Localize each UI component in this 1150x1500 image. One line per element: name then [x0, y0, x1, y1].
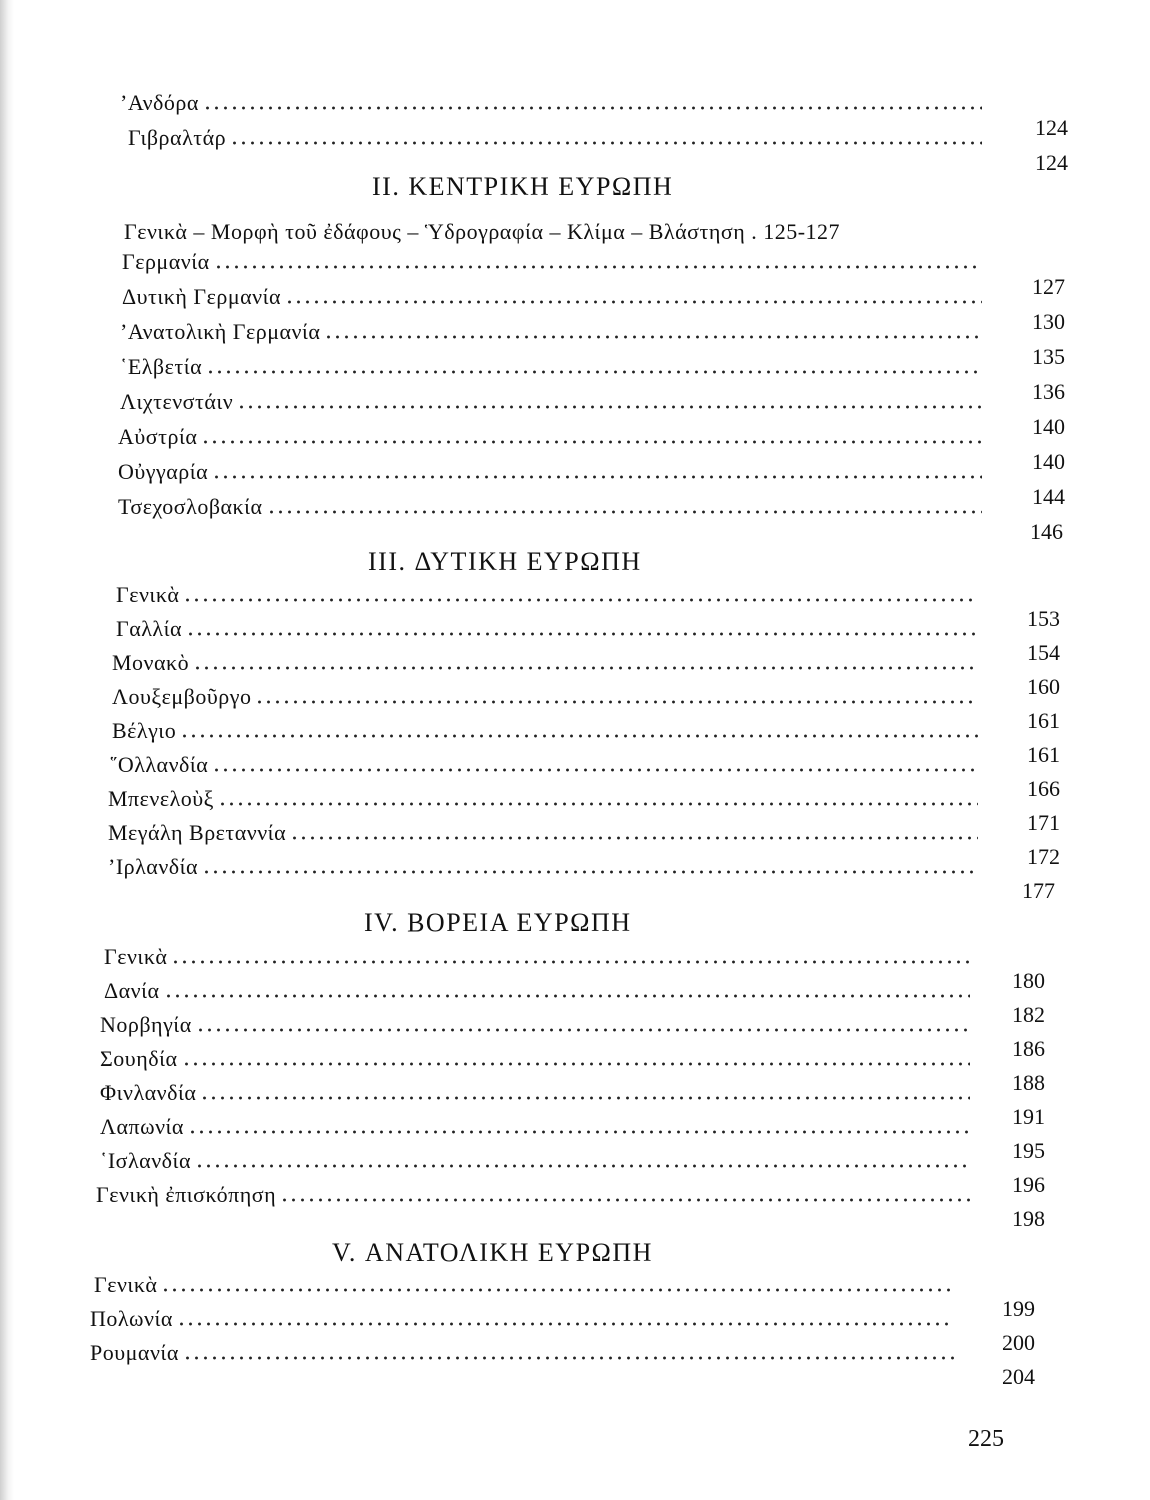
page-edge-shadow: [0, 0, 14, 1500]
toc-entry: Λιχτενστάιν: [120, 385, 982, 415]
page-ref: 124: [1035, 115, 1068, 140]
toc-intro-entry: Γενικὰ – Μορφὴ τοῦ ἐδάφους – Ὑδρογραφία – Κλίμα – Βλάστηση . 125-127: [124, 219, 841, 244]
page-ref: 146: [1030, 519, 1063, 544]
toc-entry: ῾Ελβετία: [120, 350, 982, 380]
page-ref: 160: [1027, 674, 1060, 699]
leader-dots: [212, 458, 982, 480]
toc-entry: Γερμανία: [122, 245, 982, 275]
leader-dots: [200, 1079, 970, 1101]
leader-dots: [324, 318, 982, 340]
leader-dots: [255, 683, 978, 705]
section-heading: IV. ΒΟΡΕΙΑ ΕΥΡΩΠΗ: [364, 908, 632, 937]
page-ref: 182: [1012, 1002, 1045, 1027]
leader-dots: [161, 1271, 954, 1293]
toc-entry: ’Ιρλανδία: [108, 850, 978, 880]
leader-dots: [290, 819, 978, 841]
toc-entry: Νορβηγία: [100, 1008, 970, 1038]
page-ref: 172: [1027, 844, 1060, 869]
leader-dots: [203, 89, 982, 111]
section-heading: V. ΑΝΑΤΟΛΙΚΗ ΕΥΡΩΠΗ: [332, 1238, 653, 1267]
page-ref: 186: [1012, 1036, 1045, 1061]
toc-entry: Μονακὸ: [112, 646, 978, 676]
toc-entry: Γενικὰ: [94, 1268, 954, 1298]
toc-entry: Λαπωνία: [100, 1110, 970, 1140]
toc-entry: Δυτικὴ Γερμανία: [122, 280, 982, 310]
leader-dots: [230, 124, 982, 146]
toc-entry: Μπενελοὺξ: [108, 782, 978, 812]
leader-dots: [177, 1305, 954, 1327]
page-ref: 161: [1027, 708, 1060, 733]
page-ref: 154: [1027, 640, 1060, 665]
section-heading: II. ΚΕΝΤΡΙΚΗ ΕΥΡΩΠΗ: [372, 172, 674, 201]
leader-dots: [180, 717, 978, 739]
page-ref: 199: [1002, 1296, 1035, 1321]
leader-dots: [267, 493, 982, 515]
leader-dots: [206, 353, 982, 375]
toc-entry: Λουξεμβοῦργο: [112, 680, 978, 710]
toc-entry: Πολωνία: [90, 1302, 954, 1332]
toc-entry: Φινλανδία: [100, 1076, 970, 1106]
toc-entry: Δανία: [104, 974, 970, 1004]
page-ref: 166: [1027, 776, 1060, 801]
page-ref: 198: [1012, 1206, 1045, 1231]
page-ref: 196: [1012, 1172, 1045, 1197]
leader-dots: [195, 1147, 970, 1169]
leader-dots: [183, 1339, 954, 1361]
page-ref: 130: [1032, 309, 1065, 334]
toc-entry: Ρουμανία: [90, 1336, 954, 1366]
leader-dots: [212, 751, 978, 773]
toc-entry: Γενικὰ: [116, 578, 978, 608]
toc-entry: Αὐστρία: [118, 420, 982, 450]
leader-dots: [186, 615, 978, 637]
toc-entry: Βέλγιο: [112, 714, 978, 744]
leader-dots: [237, 388, 982, 410]
page-ref: 200: [1002, 1330, 1035, 1355]
page-ref: 180: [1012, 968, 1045, 993]
toc-entry: ’Ανδόρα: [120, 86, 982, 116]
leader-dots: [218, 785, 978, 807]
toc-entry: Γενικὴ ἐπισκόπηση: [96, 1178, 970, 1208]
leader-dots: [183, 581, 978, 603]
page-ref: 140: [1032, 414, 1065, 439]
page-number: 225: [968, 1426, 1004, 1452]
page-ref: 204: [1002, 1364, 1035, 1389]
section-heading: III. ΔΥΤΙΚΗ ΕΥΡΩΠΗ: [368, 547, 642, 576]
leader-dots: [188, 1113, 970, 1135]
page-ref: 140: [1032, 449, 1065, 474]
page-ref: 144: [1032, 484, 1065, 509]
page-ref: 188: [1012, 1070, 1045, 1095]
leader-dots: [182, 1045, 970, 1067]
toc-entry: Γαλλία: [116, 612, 978, 642]
toc-entry: Γιβραλτάρ: [128, 121, 982, 151]
toc-entry: ῾Ισλανδία: [100, 1144, 970, 1174]
page-ref: 161: [1027, 742, 1060, 767]
toc-entry: ῞Ολλανδία: [110, 748, 978, 778]
leader-dots: [171, 943, 970, 965]
page-ref: 124: [1035, 150, 1068, 175]
toc-entry: Μεγάλη Βρεταννία: [108, 816, 978, 846]
toc-entry: ’Ανατολικὴ Γερμανία: [120, 315, 982, 345]
leader-dots: [201, 423, 982, 445]
leader-dots: [164, 977, 970, 999]
leader-dots: [202, 853, 978, 875]
leader-dots: [214, 248, 982, 270]
leader-dots: [193, 649, 978, 671]
page-ref: 127: [1032, 274, 1065, 299]
page-ref: 177: [1022, 878, 1055, 903]
leader-dots: [196, 1011, 970, 1033]
page-ref: 136: [1032, 379, 1065, 404]
toc-entry: Σουηδία: [100, 1042, 970, 1072]
toc-entry: Γενικὰ: [104, 940, 970, 970]
page-ref: 171: [1027, 810, 1060, 835]
page-ref: 195: [1012, 1138, 1045, 1163]
page-ref: 191: [1012, 1104, 1045, 1129]
leader-dots: [280, 1181, 970, 1203]
page-ref: 135: [1032, 344, 1065, 369]
toc-entry: Τσεχοσλοβακία: [118, 490, 982, 520]
toc-entry: Οὐγγαρία: [118, 455, 982, 485]
leader-dots: [285, 283, 982, 305]
page-ref: 153: [1027, 606, 1060, 631]
